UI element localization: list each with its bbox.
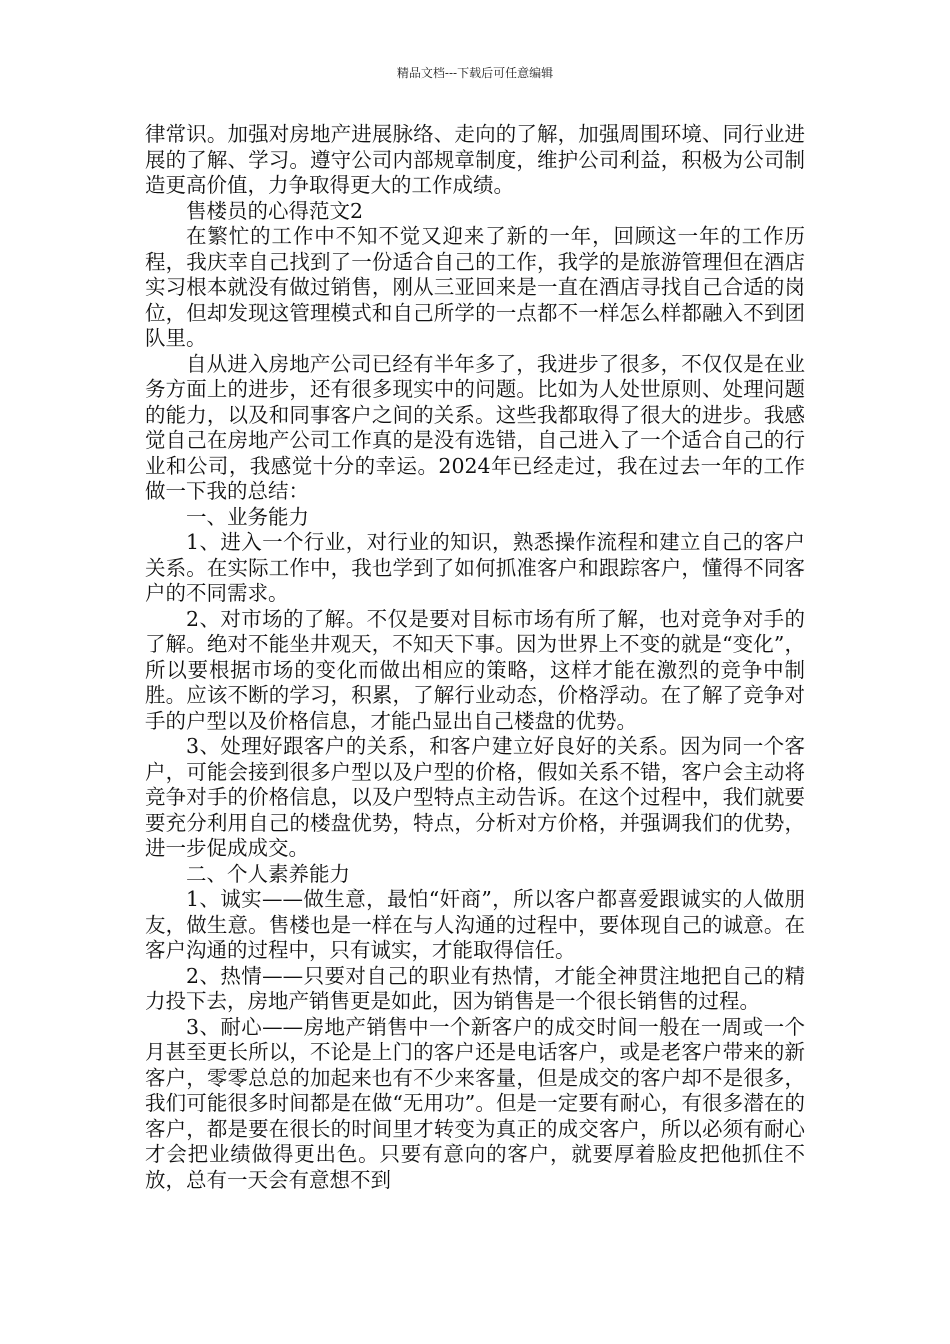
- page-header: 精品文档---下载后可任意编辑: [396, 66, 554, 80]
- paragraph-continued: 律常识。加强对房地产进展脉络、走向的了解，加强周围环境、同行业进展的了解、学习。遵守公司内部规章制度，维护公司利益，积极为公司制造更高价值，力争取得更大的工作成绩。: [145, 122, 805, 197]
- section-title: 售楼员的心得范文2: [186, 198, 364, 223]
- list-item: 3、处理好跟客户的关系，和客户建立好良好的关系。因为同一个客户，可能会接到很多户型以及户型的价格，假如关系不错，客户会主动将竞争对手的价格信息，以及户型特点主动告诉。在这个过程中，我们就要要充分利用自己的楼盘优势，特点，分析对方价格，并强调我们的优势，进一步促成成交。: [145, 734, 805, 860]
- section-heading-business-ability: 一、业务能力: [186, 504, 309, 529]
- paragraph: 自从进入房地产公司已经有半年多了，我进步了很多，不仅仅是在业务方面上的进步，还有很多现实中的问题。比如为人处世原则、处理问题的能力，以及和同事客户之间的关系。这些我都取得了很大的进步。我感觉自己在房地产公司工作真的是没有选错，自己进入了一个适合自己的行业和公司，我感觉十分的幸运。2024年已经走过，我在过去一年的工作做一下我的总结：: [145, 351, 805, 503]
- list-item: 2、对市场的了解。不仅是要对目标市场有所了解，也对竞争对手的了解。绝对不能坐井观天，不知天下事。因为世界上不变的就是“变化”，所以要根据市场的变化而做出相应的策略，这样才能在激烈的竞争中制胜。应该不断的学习，积累，了解行业动态，价格浮动。在了解了竞争对手的户型以及价格信息，才能凸显出自己楼盘的优势。: [145, 606, 805, 733]
- list-item: 3、耐心——房地产销售中一个新客户的成交时间一般在一周或一个月甚至更长所以，不论是上门的客户还是电话客户，或是老客户带来的新客户，零零总总的加起来也有不少来客量，但是成交的客户却不是很多，我们可能很多时间都是在做“无用功”。但是一定要有耐心，有很多潜在的客户，都是要在很长的时间里才转变为真正的成交客户，所以必须有耐心才会把业绩做得更出色。只要有意向的客户，就要厚着脸皮把他抓住不放，总有一天会有意想不到: [145, 1014, 805, 1192]
- list-item: 1、进入一个行业，对行业的知识，熟悉操作流程和建立自己的客户关系。在实际工作中，我也学到了如何抓准客户和跟踪客户，懂得不同客户的不同需求。: [145, 530, 805, 605]
- document-body: [145, 122, 805, 1193]
- list-item: 1、诚实——做生意，最怕“奸商”，所以客户都喜爱跟诚实的人做朋友，做生意。售楼也是一样在与人沟通的过程中，要体现自己的诚意。在客户沟通的过程中，只有诚实，才能取得信任。: [145, 887, 805, 962]
- section-heading-personal-quality: 二、个人素养能力: [186, 861, 350, 886]
- paragraph: 在繁忙的工作中不知不觉又迎来了新的一年，回顾这一年的工作历程，我庆幸自己找到了一份适合自己的工作，我学的是旅游管理但在酒店实习根本就没有做过销售，刚从三亚回来是一直在酒店寻找自己合适的岗位，但却发现这管理模式和自己所学的一点都不一样怎么样都融入不到团队里。: [145, 224, 805, 350]
- list-item: 2、热情——只要对自己的职业有热情，才能全神贯注地把自己的精力投下去，房地产销售更是如此，因为销售是一个很长销售的过程。: [145, 963, 805, 1013]
